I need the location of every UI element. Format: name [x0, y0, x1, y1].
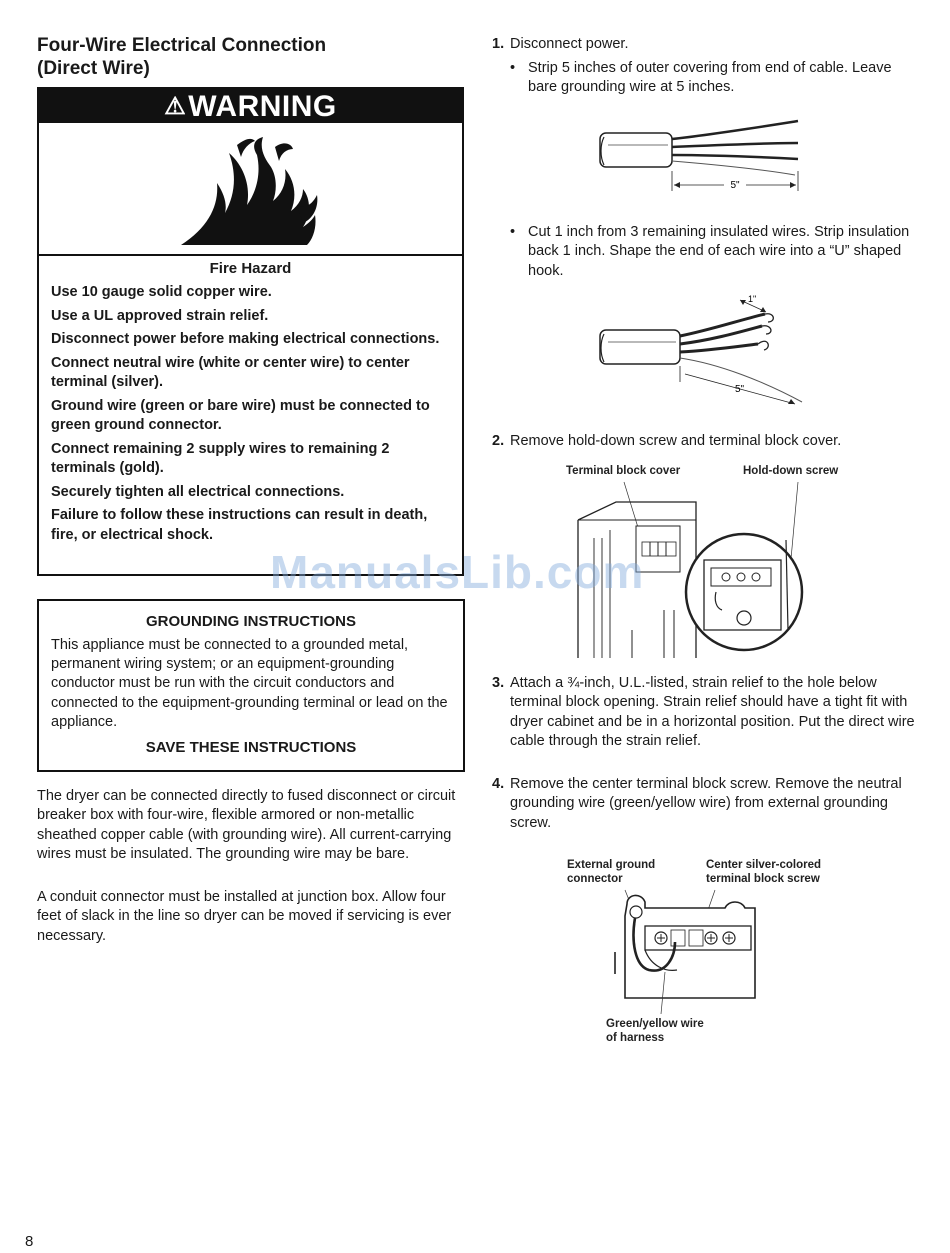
bullet-cut-wires: [510, 223, 910, 281]
section-title-line2: (Direct Wire): [37, 58, 150, 79]
label-line: connector: [567, 873, 623, 885]
bullet-text: Strip 5 inches of outer covering from end of cable. Leave bare grounding wire at 5 inches.: [528, 60, 892, 96]
warning-header-text: WARNING: [188, 90, 337, 123]
label-line: Green/yellow wire: [606, 1018, 704, 1030]
page-number: 8: [25, 1233, 34, 1250]
label-line: Center silver-colored: [706, 859, 822, 871]
label-line: terminal block screw: [706, 873, 820, 885]
dimension-label-small: 1": [748, 294, 757, 304]
step-1: [492, 35, 917, 54]
warning-rule: Securely tighten all electrical connections.: [51, 483, 345, 500]
label-terminal-block-cover: Terminal block cover: [566, 465, 681, 477]
paragraph-connection: The dryer can be connected directly to fused disconnect or circuit breaker box with four-wire, flexible armored or non-metallic sheathed copper cable (with grounding wire). All current-carrying wires must be insulated. The grounding wire may be bare.: [37, 788, 456, 862]
bullet-strip-covering: [510, 59, 910, 98]
grounding-body: This appliance must be connected to a grounded metal, permanent wiring system; or an equipment-grounding conductor must be run with the circuit conductors and connected to the equipment-grounding terminal or lead on the appliance.: [51, 637, 448, 730]
grounding-save: SAVE THESE INSTRUCTIONS: [145, 739, 357, 756]
step-4: [492, 775, 917, 833]
fire-icon: [179, 135, 329, 247]
section-title-line1: Four-Wire Electrical Connection: [37, 35, 327, 56]
paragraph-conduit: A conduit connector must be installed at junction box. Allow four feet of slack in the line so dryer can be moved if servicing is ever necessary.: [37, 889, 452, 944]
step-text: Attach a ¾-inch, U.L.-listed, strain relief to the hole below terminal block opening. Strain relief should have a tight fit with dryer cabinet and be in a horizontal position. Put the direct wire cable through the strain relief.: [510, 675, 915, 749]
warning-divider: [39, 254, 462, 256]
dimension-label-large: 5": [735, 384, 745, 395]
stripped-cable-figure: [590, 115, 810, 200]
section-title: [37, 34, 457, 80]
step-text: Disconnect power.: [510, 36, 629, 52]
warning-rule: Use 10 gauge solid copper wire.: [51, 284, 272, 300]
label-line: External ground: [567, 859, 656, 871]
ground-connector-figure: [605, 886, 785, 1016]
step-3: [492, 674, 917, 751]
label-external-ground-connector: [567, 858, 655, 886]
warning-triangle-icon: ⚠: [164, 93, 187, 120]
watermark: ManualsLib.com: [270, 546, 645, 598]
step-number: 2.: [492, 433, 505, 449]
warning-box: [37, 87, 464, 576]
step-text: Remove hold-down screw and terminal block cover.: [510, 433, 842, 449]
bullet-icon: •: [510, 224, 516, 240]
label-green-yellow-wire: [606, 1017, 704, 1045]
step-number: 4.: [492, 776, 505, 792]
warning-rule: Ground wire (green or bare wire) must be connected to green ground connector.: [51, 397, 430, 433]
bullet-text: Cut 1 inch from 3 remaining insulated wires. Strip insulation back 1 inch. Shape the end of each wire into a “U” shaped hook.: [528, 224, 910, 279]
warning-rules: [51, 283, 456, 549]
hooked-wires-figure: [590, 292, 815, 417]
warning-rule: Connect remaining 2 supply wires to remaining 2 terminals (gold).: [51, 440, 390, 476]
bullet-icon: •: [510, 60, 516, 76]
warning-header: [39, 89, 462, 123]
warning-rule: Use a UL approved strain relief.: [51, 307, 269, 324]
grounding-title: GROUNDING INSTRUCTIONS: [146, 613, 356, 630]
step-2: [492, 432, 917, 451]
step-number: 3.: [492, 675, 505, 691]
label-center-terminal-screw: [706, 858, 821, 886]
grounding-box: [37, 599, 465, 772]
label-line: of harness: [606, 1032, 665, 1044]
warning-rule: Disconnect power before making electrical connections.: [51, 331, 440, 347]
dimension-label: 5": [730, 180, 740, 191]
warning-rule: Connect neutral wire (white or center wire) to center terminal (silver).: [51, 354, 410, 390]
step-number: 1.: [492, 36, 505, 52]
hazard-title: Fire Hazard: [209, 260, 292, 277]
warning-rule: Failure to follow these instructions can result in death, fire, or electrical shock.: [51, 507, 428, 543]
label-hold-down-screw: Hold-down screw: [743, 465, 839, 477]
step-text: Remove the center terminal block screw. Remove the neutral grounding wire (green/yellow wire) from external grounding screw.: [510, 776, 902, 831]
